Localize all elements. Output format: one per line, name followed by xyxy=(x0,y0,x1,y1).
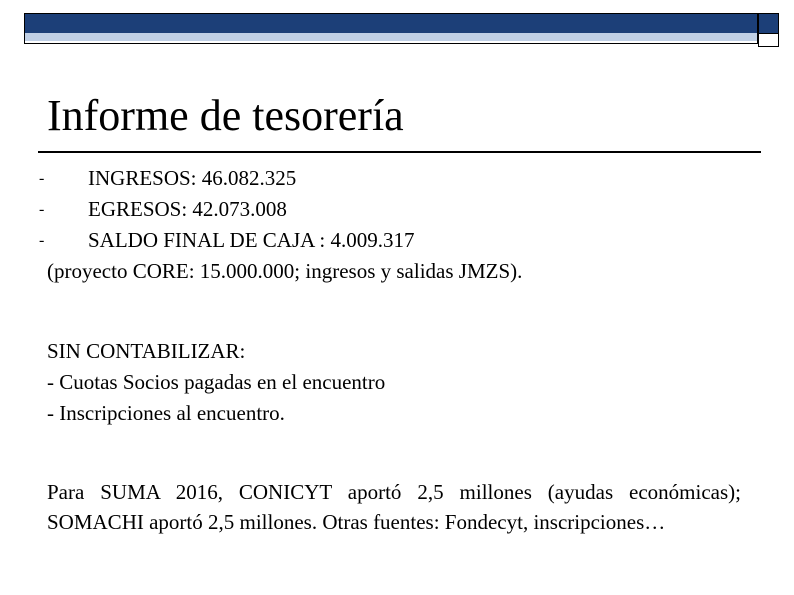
project-note: (proyecto CORE: 15.000.000; ingresos y salidas JMZS). xyxy=(47,259,523,283)
bullet-dash: - xyxy=(39,232,45,249)
uncounted-item: - Cuotas Socios pagadas en el encuentro xyxy=(47,370,386,394)
treasury-summary xyxy=(39,163,523,287)
balance-text: SALDO FINAL DE CAJA : 4.009.317 xyxy=(88,228,415,252)
uncounted-heading: SIN CONTABILIZAR: xyxy=(47,339,246,363)
funding-paragraph: Para SUMA 2016, CONICYT aportó 2,5 millones (ayudas económicas); SOMACHI aportó 2,5 millones. Otras fuentes: Fondecyt, inscripciones… xyxy=(47,480,741,534)
bullet-dash: - xyxy=(39,170,45,187)
corner-square-top xyxy=(758,13,779,34)
bullet-dash: - xyxy=(39,201,45,218)
title-divider xyxy=(38,151,761,153)
header-stripe xyxy=(24,33,758,44)
expense-line xyxy=(39,194,522,225)
uncounted-section xyxy=(47,336,385,429)
uncounted-item: - Inscripciones al encuentro. xyxy=(47,401,285,425)
expense-text: EGRESOS: 42.073.008 xyxy=(88,197,287,221)
header-bar xyxy=(24,13,758,34)
corner-square-bottom xyxy=(758,33,779,47)
slide-title: Informe de tesorería xyxy=(47,91,404,140)
income-line xyxy=(39,163,522,194)
income-text: INGRESOS: 46.082.325 xyxy=(88,166,297,190)
balance-line xyxy=(39,225,522,256)
